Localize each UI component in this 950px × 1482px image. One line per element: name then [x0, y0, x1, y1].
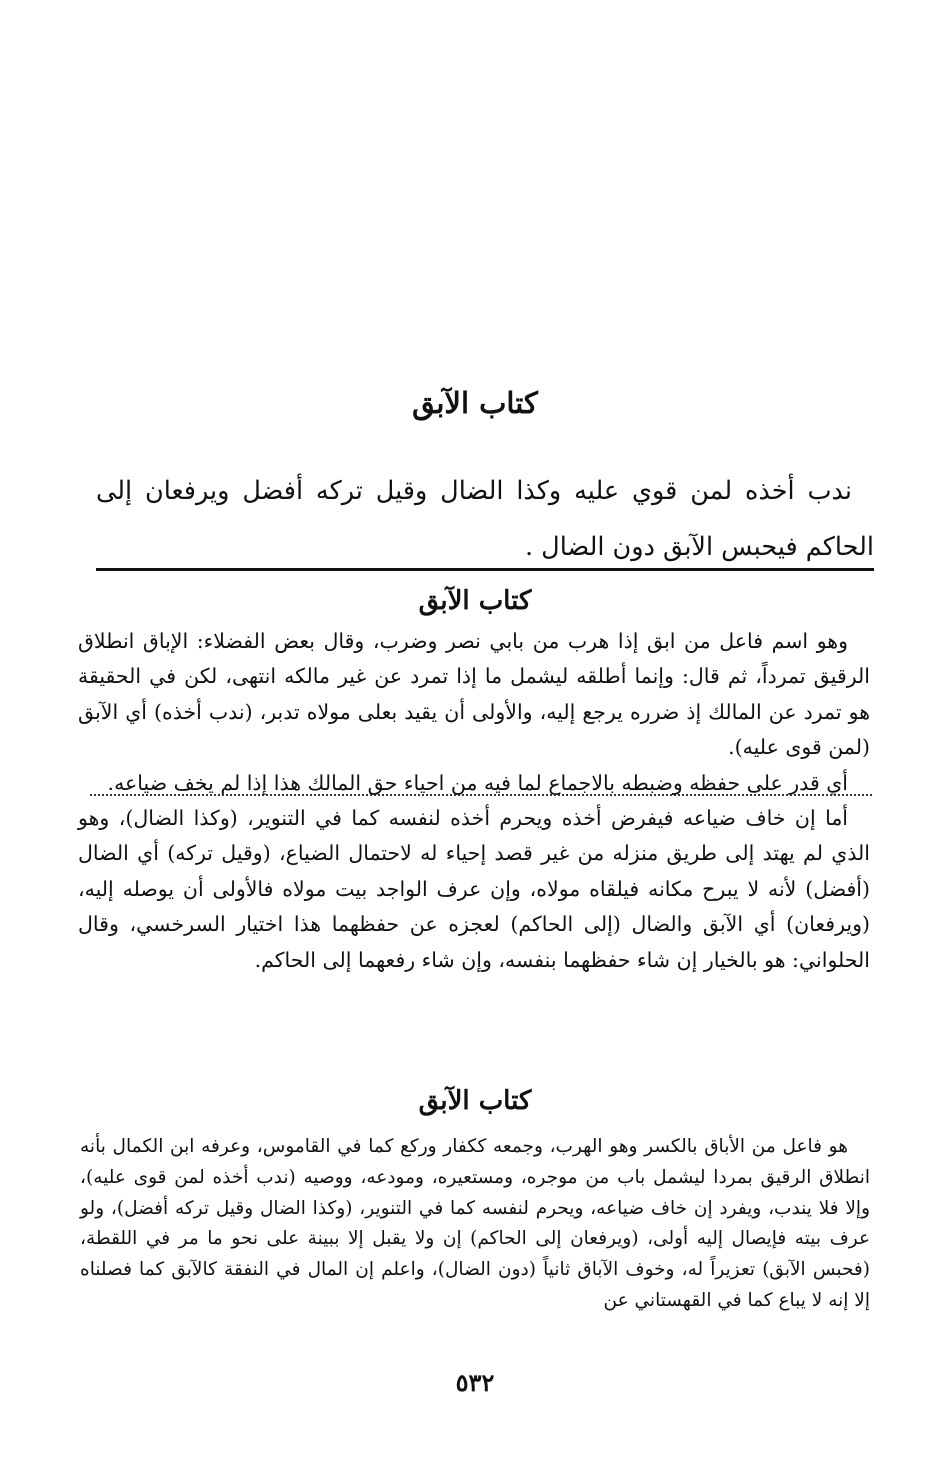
matn-paragraph: ندب أخذه لمن قوي عليه وكذا الضال وقيل تركه أفضل ويرفعان إلى الحاكم فيحبس الآبق دون الضال .	[96, 476, 874, 562]
commentary-1-title: كتاب الآبق	[418, 586, 532, 616]
commentary-2-block	[80, 1132, 870, 1317]
matn-text-block	[96, 463, 874, 575]
commentary-2-title: كتاب الآبق	[418, 1086, 532, 1116]
commentary-1-paragraph: أي قدر على حفظه وضبطه بالاجماع لما فيه من احياء حق المالك هذا إذا لم يخف ضياعه.	[107, 770, 848, 795]
page-number: ٥٣٢	[455, 1368, 495, 1397]
commentary-2-paragraph: هو فاعل من الأباق بالكسر وهو الهرب، وجمعه ككفار وركع كما في القاموس، وعرفه ابن الكمال بأنه انطلاق الرقيق بمردا ليشمل باب من موجره، ومستعيره، ومودعه، ووصيه (ندب أخذه لمن قوى عليه)، وإلا فلا يندب، ويفرد إن خاف ضياعه، ويحرم لنفسه كما في التنوير، (وكذا الضال وقيل تركه أفضل)، ولو عرف بيته فإيصال إليه أولى، (ويرفعان إلى الحاكم) إن ولا يقبل إلا ببينة على نحو ما مر في اللقطة، (فحبس الآبق) تعزيراً له، وخوف الآباق ثانياً (دون الضال)، واعلم إن المال في النفقة كالآبق كما فصلناه إلا إنه لا يباع كما في القهستاني عن	[80, 1136, 870, 1311]
main-text-separator-rule	[96, 568, 874, 571]
commentary-separator-dotted-rule	[90, 794, 872, 796]
commentary-1-block	[78, 624, 870, 978]
commentary-1-paragraph: وهو اسم فاعل من ابق إذا هرب من بابي نصر وضرب، وقال بعض الفضلاء: الإباق انطلاق الرقيق تمرداً، ثم قال: وإنما أطلقه ليشمل ما إذا تمرد عن غير مالكه انتهى، لكن في الحقيقة هو تمرد عن المالك إذ ضرره يرجع إليه، والأولى أن يقيد بعلى مولاه تدبر، (ندب أخذه) أي الآبق (لمن قوى عليه).	[78, 629, 870, 760]
matn-title: كتاب الآبق	[412, 386, 538, 420]
commentary-1-paragraph: أما إن خاف ضياعه فيفرض أخذه ويحرم أخذه لنفسه كما في التنوير، (وكذا الضال)، وهو الذي لم يهتد إلى طريق منزله من غير قصد إحياء له لاحتمال الضياع، (وقيل تركه) أي الضال (أفضل) لأنه لا يبرح مكانه فيلقاه مولاه، وإن عرف الواجد بيت مولاه فالأولى أن يوصله إليه، (ويرفعان) أي الآبق والضال (إلى الحاكم) لعجزه عن حفظهما هذا اختيار السرخسي، وقال الحلواني: هو بالخيار إن شاء حفظهما بنفسه، وإن شاء رفعهما إلى الحاكم.	[78, 806, 870, 972]
